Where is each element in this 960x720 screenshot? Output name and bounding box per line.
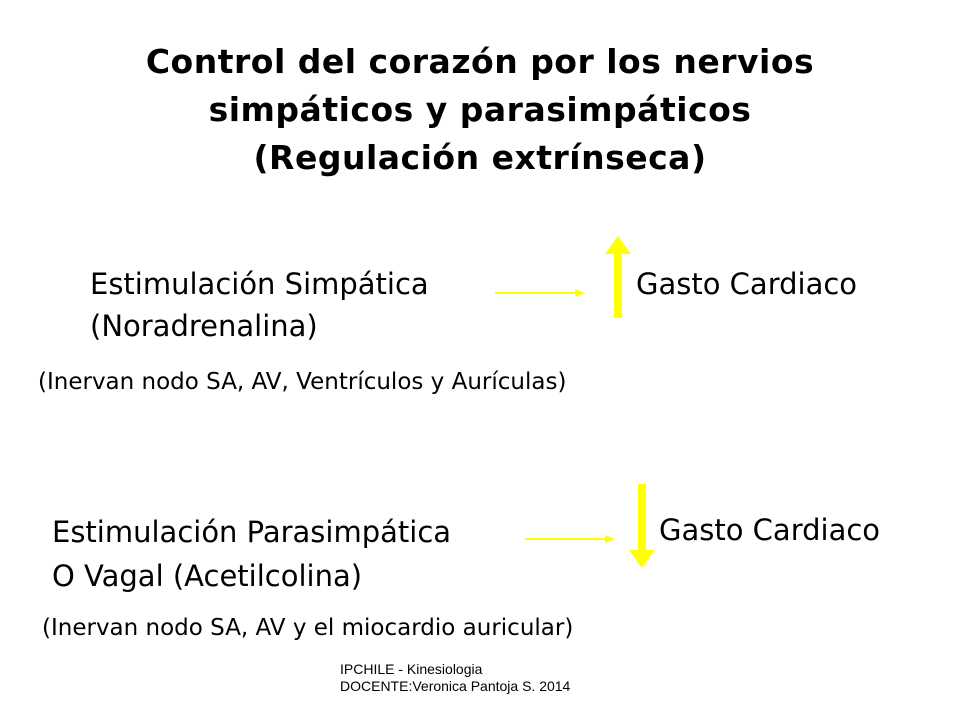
sympathetic-stimulus: Estimulación Simpática — [90, 267, 429, 301]
arrow-right-icon — [525, 532, 615, 546]
title-line-1: Control del corazón por los nervios — [145, 42, 815, 81]
parasympathetic-note: (Inervan nodo SA, AV y el miocardio auricular) — [42, 615, 574, 641]
parasympathetic-stimulus: Estimulación Parasimpática — [52, 515, 452, 549]
slide-title — [0, 38, 960, 182]
arrow-right-icon — [495, 286, 585, 300]
footer-institution: IPCHILE - Kinesiologia — [340, 661, 483, 677]
footer-teacher: DOCENTE:Veronica Pantoja S. 2014 — [340, 678, 571, 694]
slide-footer — [340, 661, 570, 695]
arrow-up-icon — [605, 236, 631, 318]
parasympathetic-neurotransmitter: O Vagal (Acetilcolina) — [52, 559, 363, 593]
title-line-2: simpáticos y parasimpáticos — [208, 90, 752, 129]
sympathetic-neurotransmitter: (Noradrenalina) — [90, 309, 318, 343]
arrow-down-icon — [629, 484, 655, 568]
parasympathetic-effect: Gasto Cardiaco — [659, 513, 881, 547]
sympathetic-note: (Inervan nodo SA, AV, Ventrículos y Aurículas) — [38, 369, 567, 395]
title-line-3: (Regulación extrínseca) — [253, 138, 707, 177]
sympathetic-effect: Gasto Cardiaco — [636, 267, 858, 301]
